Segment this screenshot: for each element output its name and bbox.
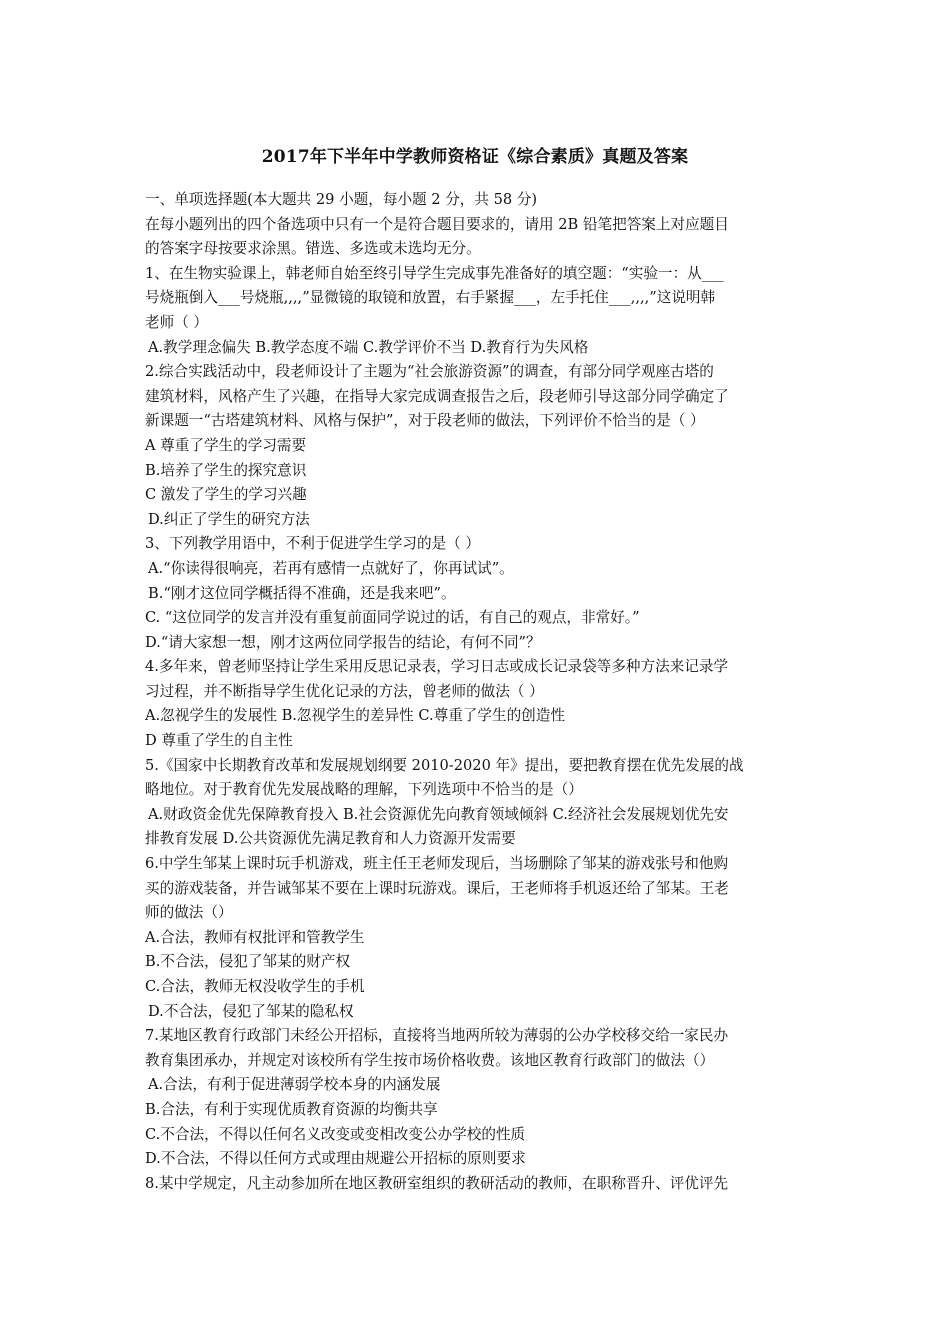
text-line: C. “这位同学的发言并没有重复前面同学说过的话，有自己的观点，非常好。” (145, 609, 640, 627)
text-line: 买的游戏装备，并告诫邹某不要在上课时玩游戏。课后，王老师将手机返还给了邹某。王老 (145, 879, 729, 897)
text-line: D 尊重了学生的自主性 (145, 732, 293, 750)
text-line: B.“刚才这位同学概括得不准确，还是我来吧”。 (148, 584, 456, 602)
text-line: B.不合法，侵犯了邹某的财产权 (145, 953, 351, 971)
text-line: D.“请大家想一想，刚才这两位同学报告的结论，有何不同”？ (145, 633, 541, 651)
text-line: A 尊重了学生的学习需要 (145, 436, 307, 454)
text-line: 一、单项选择题(本大题共 29 小题，每小题 2 分，共 58 分) (145, 191, 538, 208)
text-line: D.不合法，侵犯了邹某的隐私权 (148, 1002, 354, 1020)
text-line: 新课题一“古塔建筑材料、风格与保护”，对于段老师的做法，下列评价不恰当的是（ ） (145, 412, 705, 430)
text-line: 8.某中学规定，凡主动参加所在地区教研室组织的教研活动的教师，在职称晋升、评优评先 (145, 1174, 729, 1192)
text-line: C.合法，教师无权没收学生的手机 (145, 978, 365, 995)
text-line: D.纠正了学生的研究方法 (148, 510, 310, 528)
text-line: 排教育发展 D.公共资源优先满足教育和人力资源开发需要 (145, 830, 516, 848)
text-line: 3、下列教学用语中，不利于促进学生学习的是（ ） (145, 535, 480, 553)
page-title: 2017年下半年中学教师资格证《综合素质》真题及答案 (261, 147, 689, 167)
text-line: 7.某地区教育行政部门未经公开招标，直接将当地两所较为薄弱的公办学校移交给一家民办 (145, 1027, 729, 1045)
text-line: 在每小题列出的四个备选项中只有一个是符合题目要求的，请用 2B 铅笔把答案上对应题目 (145, 215, 729, 233)
text-line: A.合法，教师有权批评和管教学生 (145, 928, 365, 946)
text-line: 教育集团承办，并规定对该校所有学生按市场价格收费。该地区教育行政部门的做法（） (145, 1051, 715, 1069)
text-line: C 激发了学生的学习兴趣 (145, 486, 307, 504)
text-line: 号烧瓶倒入___号烧瓶,,,,”显微镜的取镜和放置，右手紧握___，左手托住___,,,,”这说明韩 (145, 289, 716, 307)
text-line: 5.《国家中长期教育改革和发展规划纲要 2010-2020 年》提出，要把教育摆在优先发展的战 (145, 756, 744, 774)
text-line: D.不合法，不得以任何方式或理由规避公开招标的原则要求 (145, 1150, 526, 1168)
text-line: A.“你读得很响亮，若再有感情一点就好了，你再试试”。 (148, 559, 514, 577)
text-line: 6.中学生邹某上课时玩手机游戏，班主任王老师发现后，当场删除了邹某的游戏张号和他购 (145, 855, 729, 873)
text-line: 建筑材料，风格产生了兴趣，在指导大家完成调查报告之后，段老师引导这部分同学确定了 (145, 387, 729, 405)
text-line: 师的做法（） (145, 904, 233, 922)
text-line: B.培养了学生的探究意识 (145, 461, 307, 479)
text-line: 4.多年来，曾老师坚持让学生采用反思记录表，学习日志或成长记录袋等多种方法来记录学 (145, 658, 729, 676)
text-line: A.教学理念偏失 B.教学态度不端 C.教学评价不当 D.教育行为失风格 (148, 338, 589, 356)
text-line: A.忽视学生的发展性 B.忽视学生的差异性 C.尊重了学生的创造性 (145, 707, 565, 725)
text-line: 略地位。对于教育优先发展战略的理解，下列选项中不恰当的是（） (145, 781, 583, 799)
text-line: B.合法，有利于实现优质教育资源的均衡共享 (145, 1100, 438, 1118)
text-line: C.不合法，不得以任何名义改变或变相改变公办学校的性质 (145, 1125, 526, 1143)
text-line: 的答案字母按要求涂黑。错选、多选或未选均无分。 (145, 240, 481, 258)
document-body (145, 188, 815, 1196)
text-line: A.合法，有利于促进薄弱学校本身的内涵发展 (148, 1076, 441, 1094)
text-line: 2.综合实践活动中，段老师设计了主题为“社会旅游资源”的调查，有部分同学观座古塔的 (145, 363, 714, 381)
text-line: 习过程，并不断指导学生优化记录的方法，曾老师的做法（ ） (145, 682, 544, 700)
text-line: 1、在生物实验课上，韩老师自始至终引导学生完成事先准备好的填空题：“实验一：从___ (145, 264, 724, 282)
text-line: 老师（ ） (145, 313, 209, 331)
text-line: A.财政资金优先保障教育投入 B.社会资源优先向教育领域倾斜 C.经济社会发展规划优先安 (148, 805, 729, 823)
